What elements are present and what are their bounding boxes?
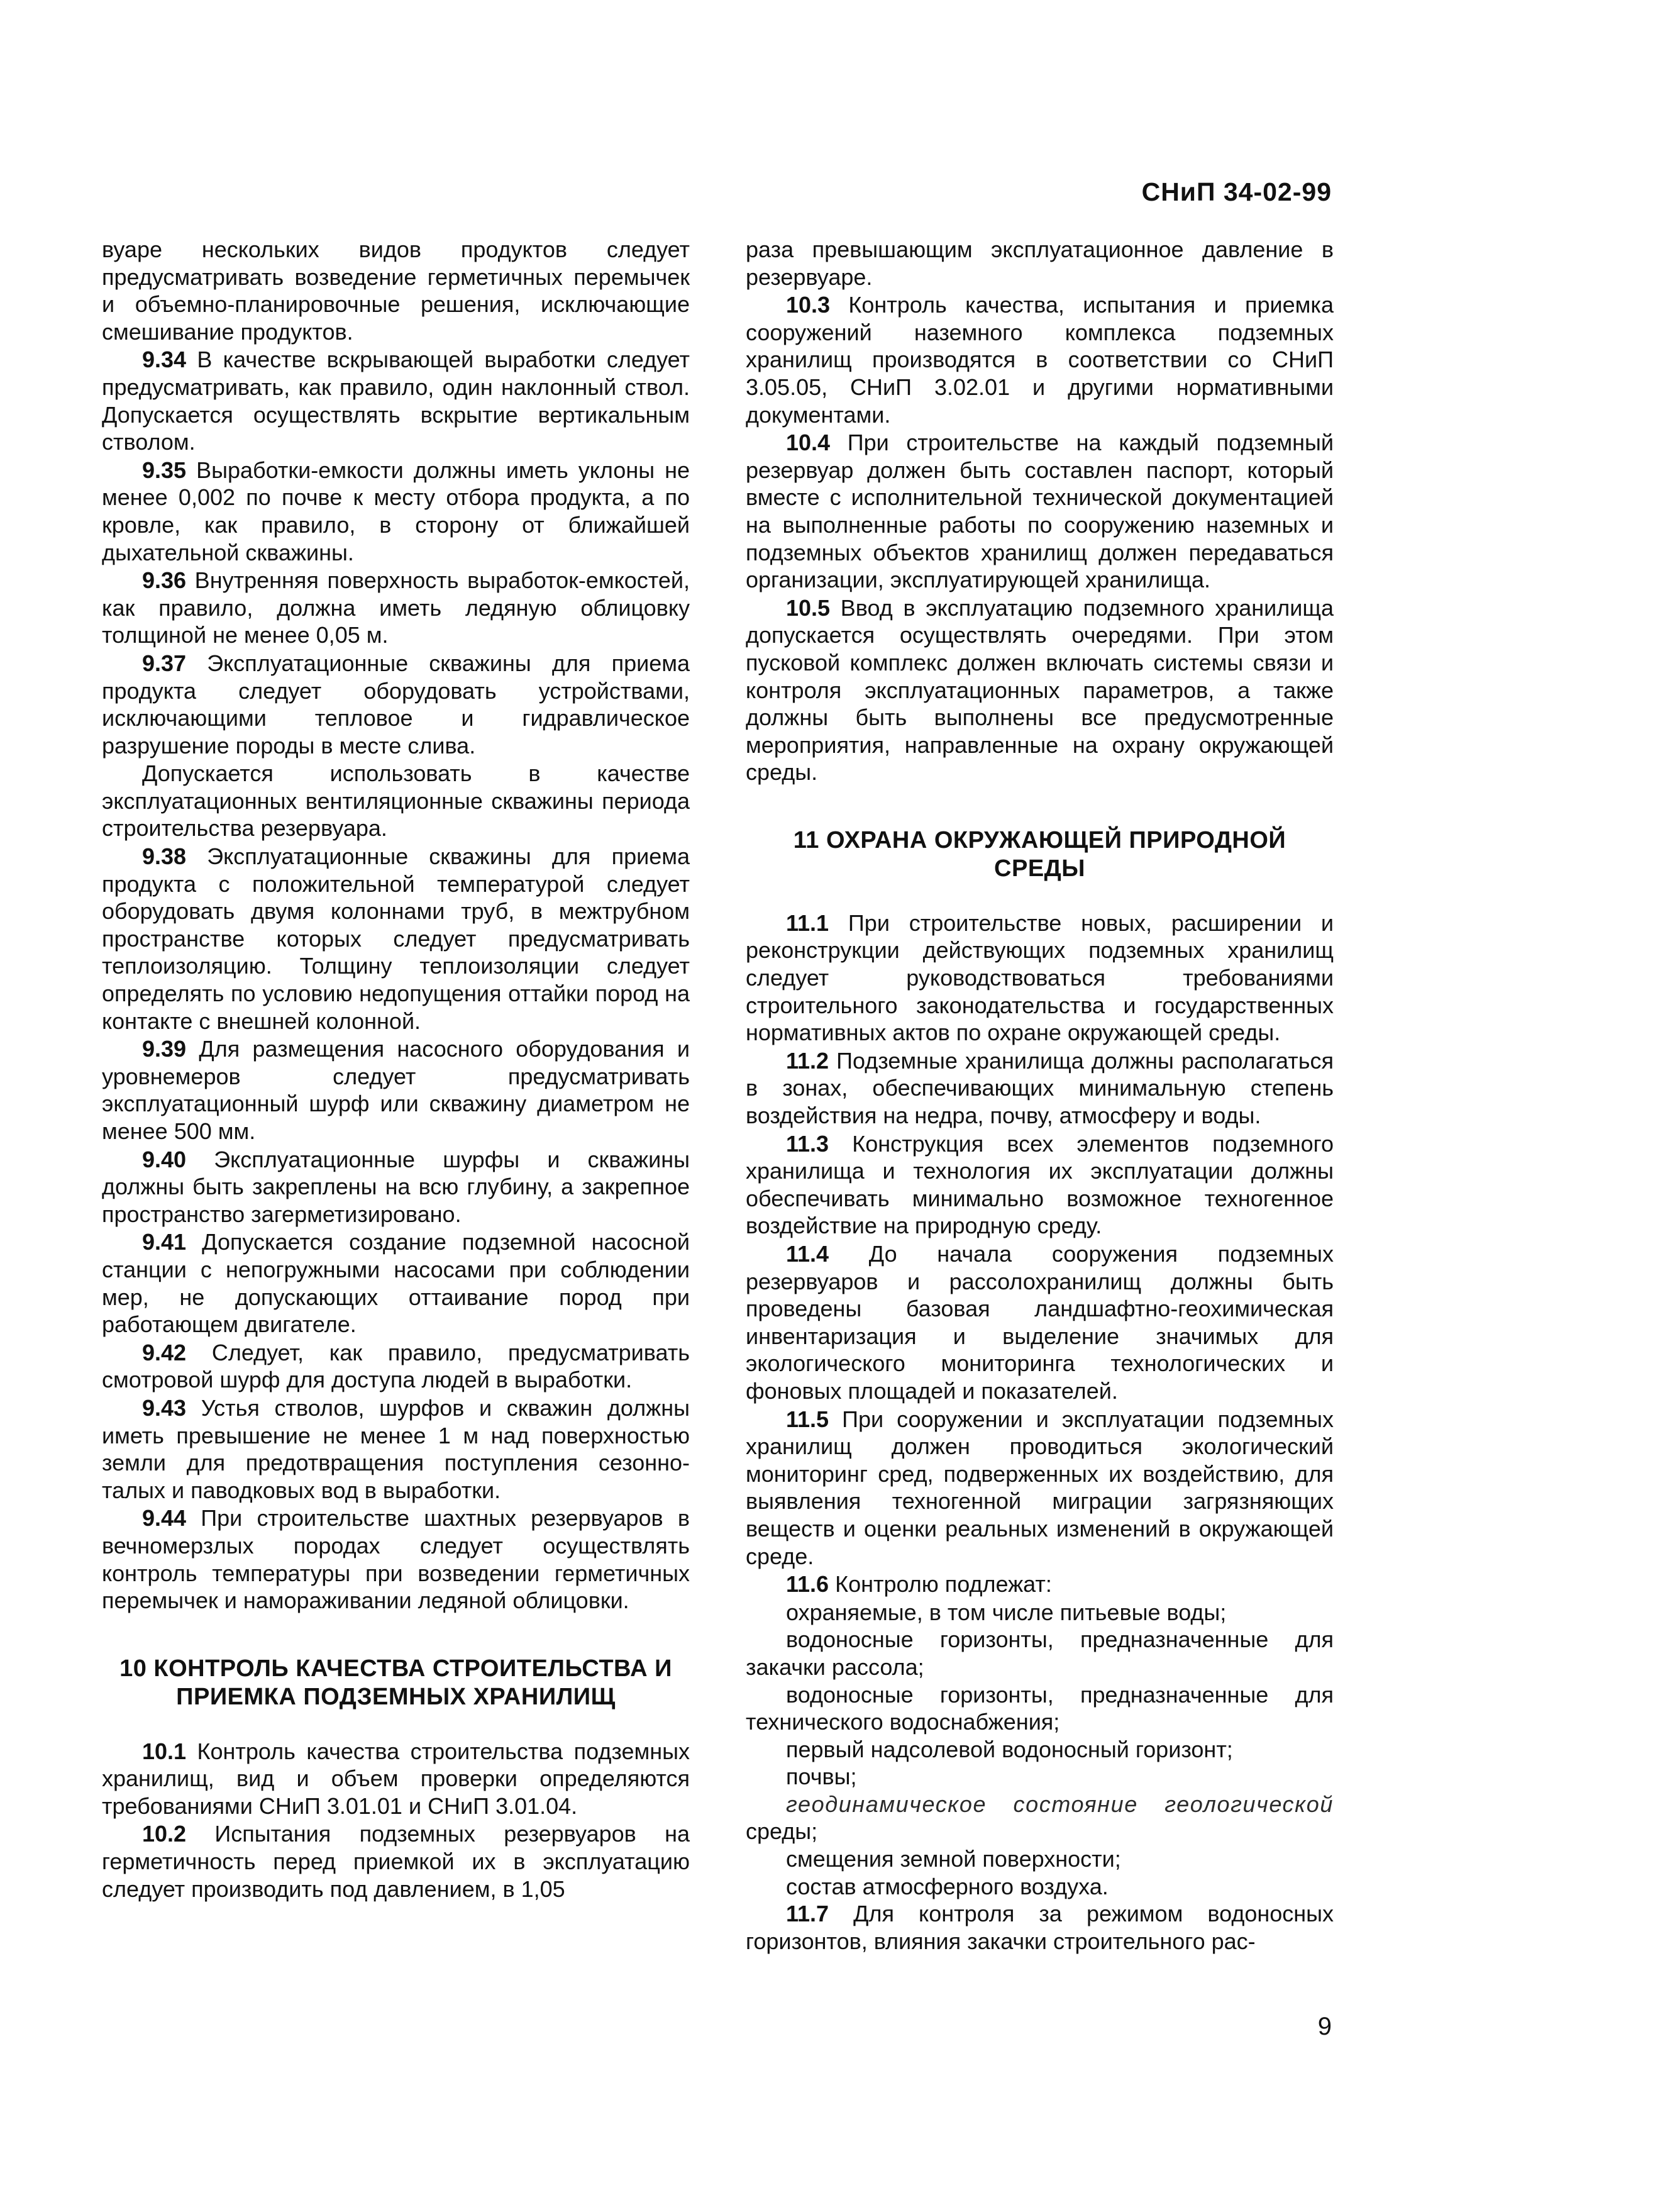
- clause-number: 11.7: [786, 1901, 829, 1927]
- clause-9-37-note: Допускается использовать в качестве эксплуатационных вентиляционные скважины периода строительства резервуара.: [102, 760, 690, 842]
- clause-number: 10.4: [786, 430, 831, 456]
- clause-9-37: [102, 650, 690, 759]
- clause-10-4: [746, 429, 1334, 594]
- clause-9-41: [102, 1228, 690, 1338]
- clause-11-7: [746, 1900, 1334, 1955]
- clause-number: 11.2: [786, 1047, 829, 1074]
- list-item: водоносные горизонты, предназначенные для технического водоснабжения;: [746, 1681, 1334, 1735]
- clause-text: Эксплуатационные скважины для приема продукта с положительной температурой следует оборудовать двумя колоннами труб, в межтрубном пространстве которых следует предусматривать теплоизоляцию. Толщину теплоизоляции следует определять по условию недопущения оттайки пород на контакте с внешней колонной.: [102, 843, 690, 1034]
- clause-text: При строительстве шахтных резервуаров в вечномерзлых породах следует осуществлять контроль температуры при возведении герметичных перемычек и намораживании ледяной облицовки.: [102, 1505, 690, 1614]
- clause-number: 9.37: [142, 650, 187, 676]
- clause-11-6: [746, 1570, 1334, 1598]
- clause-10-5: [746, 594, 1334, 786]
- clause-9-42: [102, 1339, 690, 1394]
- clause-11-1: [746, 909, 1334, 1047]
- list-item: [746, 1791, 1334, 1845]
- clause-10-2-continuation: раза превышающим эксплуатационное давление в резервуаре.: [746, 236, 1334, 290]
- clause-11-3: [746, 1130, 1334, 1240]
- list-item: почвы;: [786, 1764, 857, 1790]
- clause-number: 9.43: [142, 1394, 187, 1421]
- clause-9-38: [102, 843, 690, 1035]
- clause-10-1: [102, 1738, 690, 1820]
- clause-text: Внутренняя поверхность выработок-емкостей, как правило, должна иметь ледяную облицовку толщиной не менее 0,05 м.: [102, 567, 690, 648]
- clause-text: Следует, как правило, предусматривать смотровой шурф для доступа людей в выработки.: [102, 1339, 690, 1393]
- clause-10-3: [746, 291, 1334, 428]
- clause-text: До начала сооружения подземных резервуаров и рассолохранилищ должны быть проведены базовая ландшафтно-геохимическая инвентаризация и выделение значимых для экологического мониторинга технологических и фоновых площадей и показателей.: [746, 1241, 1334, 1404]
- section-11-heading: 11 ОХРАНА ОКРУЖАЮЩЕЙ ПРИРОДНОЙ СРЕДЫ: [793, 826, 1286, 882]
- clause-text: Контролю подлежат:: [829, 1571, 1052, 1598]
- list-item: состав атмосферного воздуха.: [786, 1873, 1109, 1899]
- clause-number: 11.5: [786, 1406, 829, 1432]
- clause-number: 9.39: [142, 1036, 187, 1062]
- clause-number: 9.41: [142, 1229, 187, 1255]
- clause-text: Контроль качества, испытания и приемка сооружений наземного комплекса подземных хранилищ производятся в соответствии со СНиП 3.05.05, СНиП 3.02.01 и другими нормативными документами.: [746, 292, 1334, 428]
- clause-9-44: [102, 1504, 690, 1614]
- clause-number: 9.36: [142, 567, 187, 594]
- list-item: охраняемые, в том числе питьевые воды;: [786, 1599, 1227, 1625]
- clause-text: При строительстве новых, расширении и реконструкции действующих подземных хранилищ следует руководствоваться требованиями строительного законодательства и государственных нормативных актов по охране окружающей среды.: [746, 909, 1334, 1046]
- clause-number: 11.3: [786, 1130, 829, 1157]
- clause-number: 10.2: [142, 1821, 187, 1847]
- clause-text: Устья стволов, шурфов и скважин должны иметь превышение не менее 1 м над поверхностью земли для предотвращения поступления сезонно-талых и паводковых вод в выработки.: [102, 1394, 690, 1503]
- clause-9-36: [102, 567, 690, 649]
- left-column: [102, 236, 690, 1903]
- clause-11-2: [746, 1047, 1334, 1130]
- clause-text: В качестве вскрывающей выработки следует предусматривать, как правило, один наклонный ствол. Допускается осуществлять вскрытие вертикальным стволом.: [102, 347, 690, 455]
- clause-number: 10.5: [786, 594, 831, 621]
- clause-number: 9.34: [142, 347, 187, 373]
- paragraph-9-33-continuation: вуаре нескольких видов продуктов следует предусматривать возведение герметичных перемычек и объемно-планировочные решения, исключающие смешивание продуктов.: [102, 236, 690, 345]
- clause-text: При строительстве на каждый подземный резервуар должен быть составлен паспорт, который вместе с исполнительной технической документацией на выполненные работы по сооружению наземных и подземных объектов хранилищ должен передаваться организации, эксплуатирующей хранилища.: [746, 430, 1334, 593]
- clause-9-34: [102, 346, 690, 455]
- list-item-italic-text: геодинамическое состояние геологической: [786, 1791, 1334, 1817]
- clause-text: Выработки-емкости должны иметь уклоны не менее 0,002 по почве к месту отбора продукта, а по кровле, как правило, в сторону от ближайшей дыхательной скважины.: [102, 457, 690, 565]
- list-item-text: среды;: [746, 1818, 818, 1845]
- list-item: смещения земной поверхности;: [786, 1846, 1121, 1872]
- clause-number: 11.6: [786, 1571, 829, 1598]
- clause-text: Ввод в эксплуатацию подземного хранилища допускается осуществлять очередями. При этом пусковой комплекс должен включать системы связи и контроля эксплуатационных параметров, а также должны быть выполнены все предусмотренные мероприятия, направленные на охрану окружающей среды.: [746, 594, 1334, 786]
- clause-number: 9.40: [142, 1146, 187, 1172]
- clause-number: 9.35: [142, 457, 187, 483]
- clause-text: Для размещения насосного оборудования и уровнемеров следует предусматривать эксплуатационный шурф или скважину диаметром не менее 500 мм.: [102, 1036, 690, 1144]
- clause-9-39: [102, 1035, 690, 1145]
- clause-number: 9.38: [142, 843, 187, 870]
- clause-number: 10.3: [786, 292, 831, 318]
- clause-11-4: [746, 1240, 1334, 1405]
- list-item: водоносные горизонты, предназначенные для закачки рассола;: [746, 1626, 1334, 1680]
- clause-number: 9.44: [142, 1505, 187, 1531]
- clause-number: 11.1: [786, 909, 829, 936]
- document-code-header: СНиП 34-02-99: [1141, 177, 1332, 206]
- clause-number: 9.42: [142, 1339, 187, 1365]
- clause-number: 11.4: [786, 1241, 829, 1267]
- clause-text: Эксплуатационные шурфы и скважины должны быть закреплены на всю глубину, а закрепное пространство загерметизировано.: [102, 1146, 690, 1227]
- clause-9-40: [102, 1146, 690, 1228]
- section-10-heading: 10 КОНТРОЛЬ КАЧЕСТВА СТРОИТЕЛЬСТВА И ПРИЕМКА ПОДЗЕМНЫХ ХРАНИЛИЩ: [119, 1655, 672, 1710]
- clause-9-43: [102, 1394, 690, 1504]
- clause-11-5: [746, 1406, 1334, 1570]
- clause-text: Контроль качества строительства подземных хранилищ, вид и объем проверки определяются требованиями СНиП 3.01.01 и СНиП 3.01.04.: [102, 1738, 690, 1819]
- clause-text: Подземные хранилища должны располагаться в зонах, обеспечивающих минимальную степень воздействия на недра, почву, атмосферу и воды.: [746, 1047, 1334, 1129]
- clause-text: Испытания подземных резервуаров на герметичность перед приемкой их в эксплуатацию следует производить под давлением, в 1,05: [102, 1821, 690, 1902]
- list-item: первый надсолевой водоносный горизонт;: [786, 1736, 1233, 1762]
- clause-text: Для контроля за режимом водоносных горизонтов, влияния закачки строительного рас-: [746, 1901, 1334, 1954]
- clause-number: 10.1: [142, 1738, 187, 1764]
- right-column: [746, 236, 1334, 1955]
- clause-10-2: [102, 1820, 690, 1903]
- clause-text: При сооружении и эксплуатации подземных хранилищ должен проводиться экологический мониторинг сред, подверженных их воздействию, для выявления техногенной миграции загрязняющих веществ и оценки реальных изменений в окружающей среде.: [746, 1406, 1334, 1569]
- page-number: 9: [1317, 2013, 1332, 2040]
- clause-text: Эксплуатационные скважины для приема продукта следует оборудовать устройствами, исключающими тепловое и гидравлическое разрушение породы в месте слива.: [102, 650, 690, 759]
- clause-text: Допускается создание подземной насосной станции с непогружными насосами при соблюдении мер, не допускающих оттаивание пород при работающем двигателе.: [102, 1229, 690, 1338]
- clause-text: Конструкция всех элементов подземного хранилища и технология их эксплуатации должны обеспечивать минимально возможное техногенное воздействие на природную среду.: [746, 1130, 1334, 1239]
- clause-9-35: [102, 457, 690, 566]
